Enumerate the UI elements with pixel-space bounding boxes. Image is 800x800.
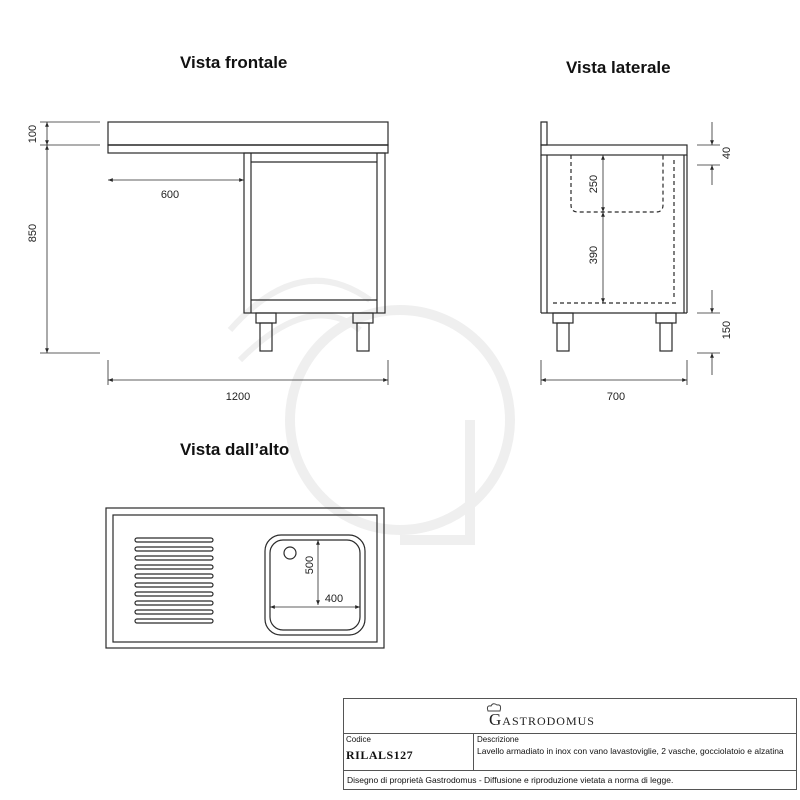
side-worktop [541,145,687,155]
brand-logo: Gastrodomus [489,710,595,729]
watermark-logo [230,281,510,540]
dim-top-basin-depth: 500 [304,555,316,575]
front-view-drawing [108,122,388,351]
dim-side-under-sink: 390 [588,245,600,265]
title-block-divider [473,733,474,770]
side-foot-right [656,313,676,323]
title-block [343,698,797,790]
dim-top-basin-width: 400 [324,593,344,605]
code-label: Codice [346,735,371,744]
side-foot-left [553,313,573,323]
dim-front-body-height: 850 [27,223,39,243]
side-view-title: Vista laterale [566,58,671,77]
side-view-drawing [541,122,687,351]
top-view-drawing [106,508,384,648]
top-drain-hole [284,547,296,559]
top-view-title: Vista dall’alto [180,440,290,459]
dim-side-total-depth: 700 [606,391,626,403]
dim-side-sink-depth: 250 [588,174,600,194]
title-block-logo-row [344,699,796,734]
top-basin-outer [265,535,365,635]
side-upstand [541,122,547,145]
copyright-notice: Disegno di proprietà Gastrodomus - Diffusione e riproduzione vietata a norma di legge. [347,775,674,785]
dim-front-total-width: 1200 [225,391,251,403]
description-label: Descrizione [477,735,519,744]
front-worktop [108,122,388,145]
title-block-divider-h [344,770,796,771]
dim-front-drainer-width: 600 [160,189,180,201]
dim-front-top-height: 100 [27,124,39,144]
side-basin-hidden [571,155,663,212]
product-code: RILALS127 [346,748,414,762]
dim-side-upstand: 40 [721,146,733,160]
front-view-title: Vista frontale [180,53,288,72]
top-drainer-grooves [135,538,213,623]
product-description: Lavello armadiato in inox con vano lavastoviglie, 2 vasche, gocciolatoio e alzatina [477,746,784,756]
dim-side-feet: 150 [721,320,733,340]
front-worktop-edge [108,145,388,153]
front-cabinet [244,153,385,313]
front-foot-left [256,313,276,323]
